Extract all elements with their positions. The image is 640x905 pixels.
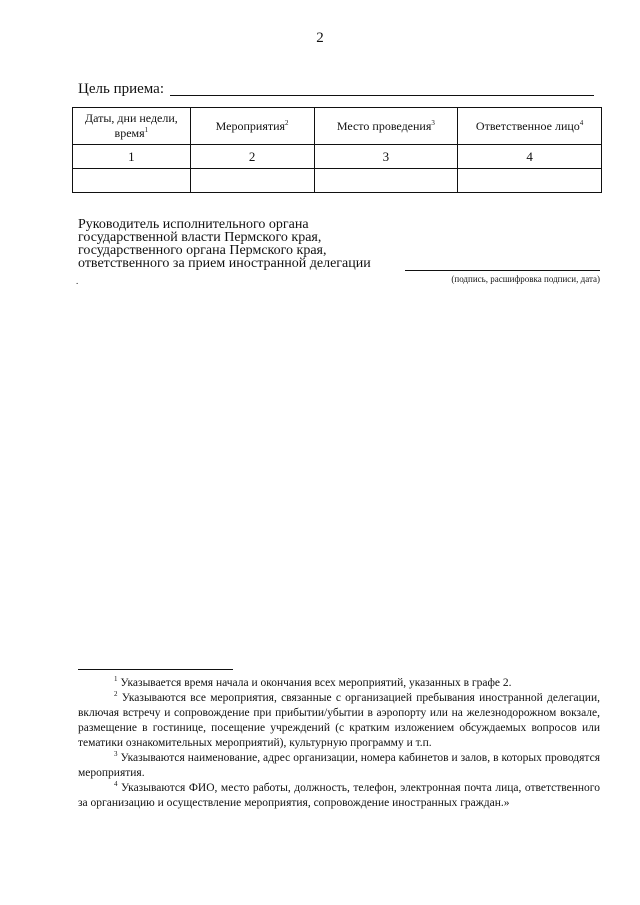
signatory-line: Руководитель исполнительного органа xyxy=(78,217,309,232)
footnote-number: 3 xyxy=(114,750,118,759)
signature-line xyxy=(405,270,600,271)
table-number-row xyxy=(73,145,602,169)
page-number: 2 xyxy=(316,30,324,46)
header-venue: Место проведения$^3$ xyxy=(314,108,458,145)
footnote-number: 2 xyxy=(114,690,118,699)
stray-mark: . xyxy=(76,276,79,286)
signatory-line: государственного органа Пермского края, xyxy=(78,243,327,258)
signatory-line: государственной власти Пермского края, xyxy=(78,230,322,245)
footnotes xyxy=(78,676,600,811)
header-events: Мероприятия$^2$ xyxy=(190,108,314,145)
footnote-number: 1 xyxy=(114,675,118,684)
footnote: $^3$ Указываются наименование, адрес организации, номера кабинетов и залов, в которых проводятся мероприятия. xyxy=(78,750,600,779)
footnote-rule xyxy=(78,669,233,670)
schedule-table xyxy=(72,107,602,193)
table-cell xyxy=(458,169,602,193)
header-dates: Даты, дни недели, время$^1$ xyxy=(73,108,191,145)
signature-caption: (подпись, расшифровка подписи, дата) xyxy=(451,274,600,284)
signatory-line: ответственного за прием иностранной делегации xyxy=(78,256,371,271)
table-cell xyxy=(314,169,458,193)
purpose-fill-line xyxy=(170,95,594,96)
column-number: 1 xyxy=(73,145,191,169)
purpose-label: Цель приема: xyxy=(78,81,164,97)
signatory-title xyxy=(78,218,371,270)
table-cell xyxy=(73,169,191,193)
table-empty-row xyxy=(73,169,602,193)
column-number: 2 xyxy=(190,145,314,169)
table-header-row xyxy=(73,108,602,145)
footnote: $^2$ Указываются все мероприятия, связанные с организацией пребывания иностранной делегации, включая встречу и сопровождение при прибытии/убытии в аэропорту или на железнодорожном вокзале, размещение в гостинице, посещение учреждений (с кратким изложением обсуждаемых вопросов или тематики ознакомительных мероприятий), культурную программу и т.п. xyxy=(78,690,600,749)
table-cell xyxy=(190,169,314,193)
header-responsible: Ответственное лицо$^4$ xyxy=(458,108,602,145)
column-number: 3 xyxy=(314,145,458,169)
footnote: $^4$ Указываются ФИО, место работы, должность, телефон, электронная почта лица, ответственного за организацию и осуществление мероприятия, сопровождение иностранных граждан.» xyxy=(78,780,600,809)
column-number: 4 xyxy=(458,145,602,169)
footnote: $^1$ Указывается время начала и окончания всех мероприятий, указанных в графе 2. xyxy=(114,675,512,689)
footnote-number: 4 xyxy=(114,780,118,789)
